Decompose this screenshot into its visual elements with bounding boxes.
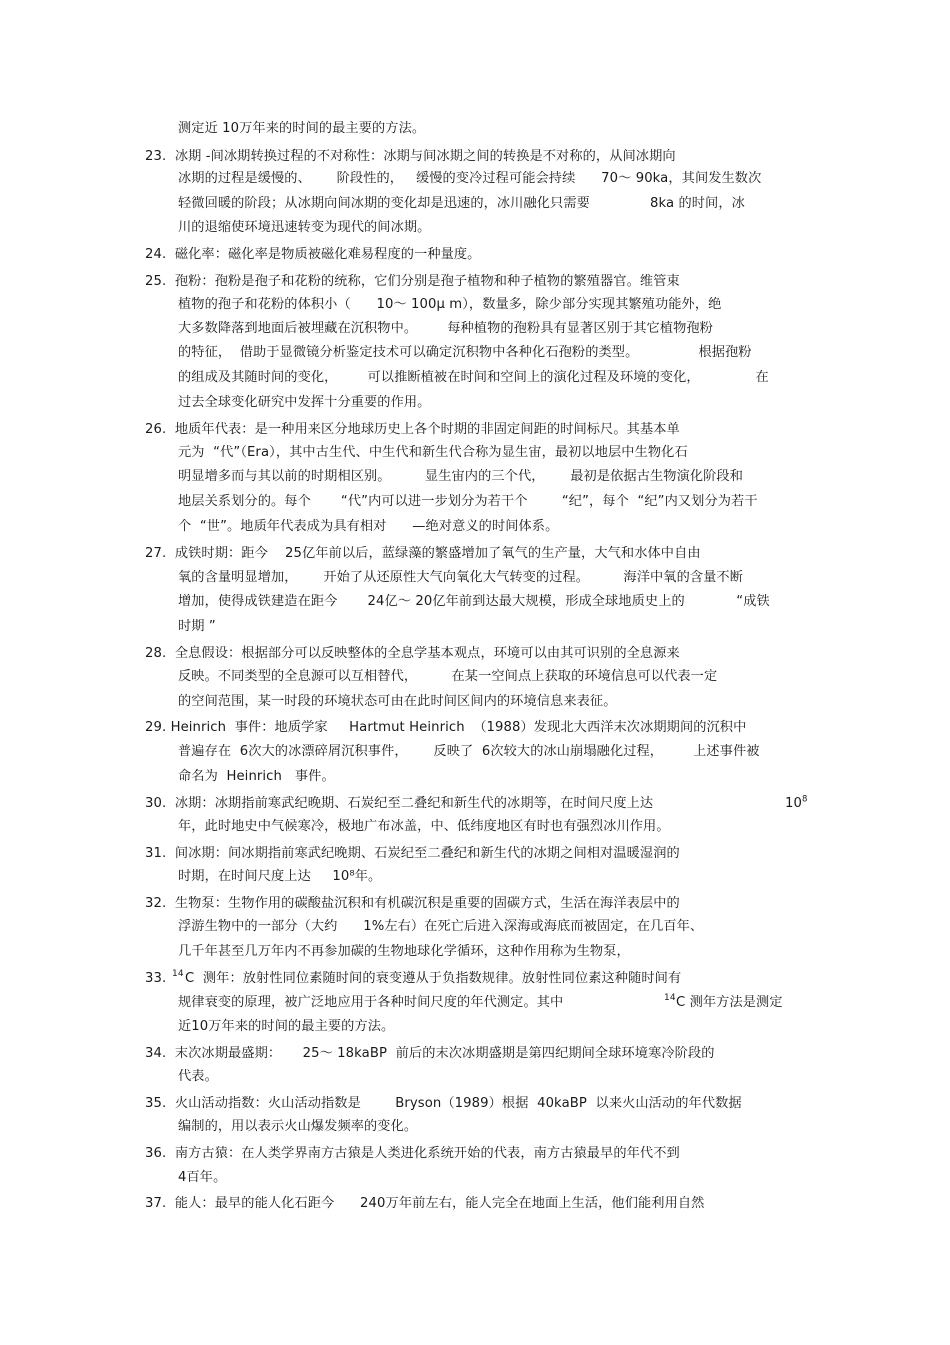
text-line: 时期 ” [178, 619, 216, 634]
text-line: 增加，使得成铁建造在距今 24亿～ 20亿年前到达最大规模，形成全球地质史上的 “成铁 [178, 594, 770, 609]
text-line: 地层关系划分的。每个 “代”内可以进一步划分为若干个 “纪”，每个 “纪”内又划分为若干 [178, 494, 758, 509]
text-line: 个 “世”。地质年代表成为具有相对 —绝对意义的时间体系。 [178, 519, 559, 534]
text-line: 时期，在时间尺度上达 10⁸年。 [178, 869, 382, 884]
text-line: 32. 生物泵：生物作用的碳酸盐沉积和有机碳沉积是重要的固碳方式，生活在海洋表层中的 [145, 896, 680, 911]
text-line: 测定近 10万年来的时间的最主要的方法。 [178, 121, 426, 136]
text-line: 的特征， 借助于显微镜分析鉴定技术可以确定沉积物中各种化石孢粉的类型。 根据孢粉 [178, 345, 752, 360]
text-line: 明显增多而与其以前的时期相区别。 显生宙内的三个代， 最初是依据古生物演化阶段和 [178, 469, 744, 484]
value-10-8: $10^8$ [785, 794, 808, 811]
text-line: 37. 能人：最早的能人化石距今 240万年前左右，能人完全在地面上生活，他们能利用自然 [145, 1196, 705, 1211]
text-line: 几千年甚至几万年内不再参加碳的生物地球化学循环，这种作用称为生物泵， [178, 944, 630, 959]
text-line: 代表。 [178, 1069, 218, 1084]
text-line: 25. 孢粉：孢粉是孢子和花粉的统称，它们分别是孢子植物和种子植物的繁殖器官。维管束 [145, 274, 680, 289]
text-line: 23. 冰期 -间冰期转换过程的不对称性：冰期与间冰期之间的转换是不对称的，从间冰期向 [145, 149, 676, 164]
text-line: 30. 冰期：冰期指前寒武纪晚期、石炭纪至二叠纪和新生代的冰期等，在时间尺度上达 [145, 796, 654, 811]
text-line: 过去全球变化研究中发挥十分重要的作用。 [178, 395, 431, 410]
text-line: 川的退缩使环境迅速转变为现代的间冰期。 [178, 220, 431, 235]
text-line: 元为 “代”（Era），其中古生代、中生代和新生代合称为显生宙，最初以地层中生物化石 [178, 445, 688, 460]
text-line: 27. 成铁时期：距今 25亿年前以后，蓝绿藻的繁盛增加了氧气的生产量，大气和水体中自由 [145, 546, 701, 561]
text-line: 24. 磁化率：磁化率是物质被磁化难易程度的一种量度。 [145, 247, 481, 262]
text-line: C 测年方法是测定 [676, 995, 783, 1010]
text-line: 冰期的过程是缓慢的、 阶段性的， 缓慢的变冷过程可能会持续 70～ 90ka，其间发生数次 [178, 171, 762, 186]
text-line: 近10万年来的时间的最主要的方法。 [178, 1019, 395, 1034]
text-line: 的空间范围，某一时段的环境状态可由在此时间区间内的环境信息来表征。 [178, 694, 617, 709]
text-line: 反映。不同类型的全息源可以互相替代， 在某一空间点上获取的环境信息可以代表一定 [178, 669, 718, 684]
text-line: 大多数降落到地面后被埋藏在沉积物中。 每种植物的孢粉具有显著区别于其它植物孢粉 [178, 321, 713, 336]
text-line: 氧的含量明显增加， 开始了从还原性大气向氧化大气转变的过程。 海洋中氧的含量不断 [178, 570, 744, 585]
text-line: 浮游生物中的一部分（大约 1%左右）在死亡后进入深海或海底而被固定，在几百年、 [178, 919, 704, 934]
superscript-14: 14 [172, 969, 184, 979]
text-line: 28. 全息假设：根据部分可以反映整体的全息学基本观点，环境可以由其可识别的全息源来 [145, 646, 680, 661]
text-line: 年，此时地史中气候寒冷，极地广布冰盖，中、低纬度地区有时也有强烈冰川作用。 [178, 819, 670, 834]
text-line: 编制的，用以表示火山爆发频率的变化。 [178, 1119, 418, 1134]
text-line: 31. 间冰期：间冰期指前寒武纪晚期、石炭纪至二叠纪和新生代的冰期之间相对温暖湿润的 [145, 846, 680, 861]
text-line: 规律衰变的原理，被广泛地应用于各种时间尺度的年代测定。其中 [178, 995, 564, 1010]
text-line: 命名为 Heinrich 事件。 [178, 769, 335, 784]
text-line: 29. Heinrich 事件：地质学家 Hartmut Heinrich （1988）发现北大西洋末次冰期期间的沉积中 [145, 720, 747, 735]
text-line: 的组成及其随时间的变化， 可以推断植被在时间和空间上的演化过程及环境的变化， 在 [178, 370, 769, 385]
superscript-14: 14 [664, 993, 676, 1003]
text-line: 36. 南方古猿：在人类学界南方古猿是人类进化系统开始的代表，南方古猿最早的年代不到 [145, 1146, 680, 1161]
text-line: 34. 末次冰期最盛期： 25～ 18kaBP 前后的末次冰期盛期是第四纪期间全球环境寒冷阶段的 [145, 1046, 715, 1061]
text-line: 4百年。 [178, 1170, 227, 1185]
item-number: 33. [145, 971, 167, 986]
text-line: C 测年：放射性同位素随时间的衰变遵从于负指数规律。放射性同位素这种随时间有 [185, 971, 682, 986]
text-line: 轻微回暖的阶段；从冰期向间冰期的变化却是迅速的，冰川融化只需要 8ka 的时间，冰 [178, 196, 745, 211]
text-line: 26. 地质年代表：是一种用来区分地球历史上各个时期的非固定间距的时间标尺。其基本单 [145, 422, 680, 437]
text-line: 植物的孢子和花粉的体积小（ 10～ 100μ m），数量多，除少部分实现其繁殖功能外，绝 [178, 297, 722, 312]
text-line: 普遍存在 6次大的冰漂碎屑沉积事件， 反映了 6次较大的冰山崩塌融化过程， 上述事件被 [178, 744, 760, 759]
text-line: 35. 火山活动指数：火山活动指数是 Bryson（1989）根据 40kaBP 以来火山活动的年代数据 [145, 1096, 742, 1111]
